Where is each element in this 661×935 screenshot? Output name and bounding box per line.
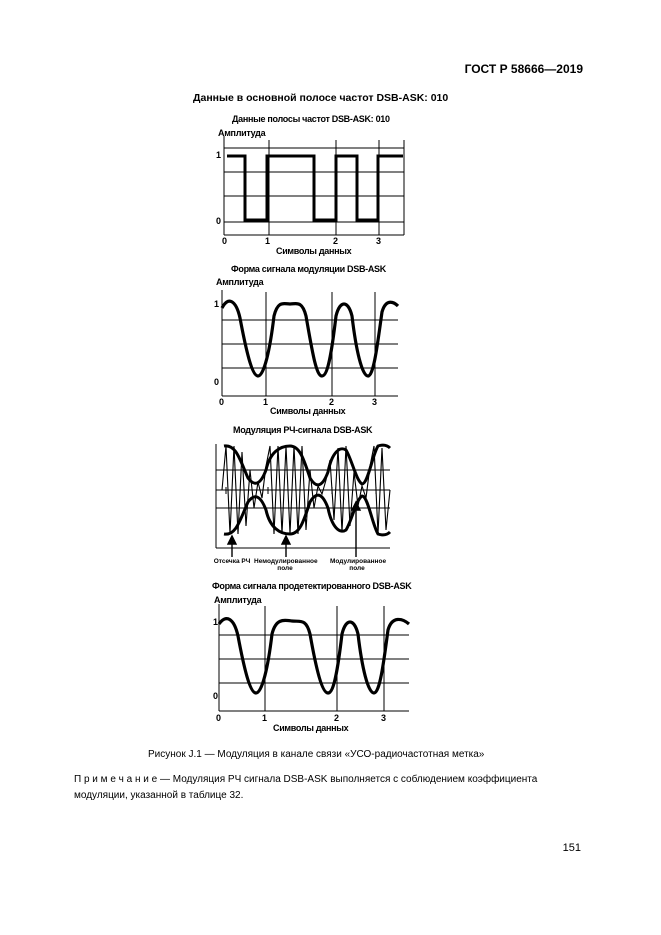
- panel2-xtick-0: 0: [219, 397, 225, 407]
- panel4-xlabel: Символы данных: [273, 723, 349, 733]
- panel2-modulation-wave: [222, 301, 398, 376]
- panel2-xlabel: Символы данных: [270, 406, 346, 416]
- panel4-ytick-1: 1: [213, 617, 219, 627]
- standard-header: ГОСТ Р 58666—2019: [464, 62, 583, 76]
- panel1-ylabel: Амплитуда: [218, 128, 266, 138]
- panel1-title: Данные полосы частот DSB-ASK: 010: [232, 114, 390, 124]
- panel1-ytick-0: 0: [216, 216, 222, 226]
- panel3-upper-envelope: [224, 445, 390, 485]
- panel1-xtick-0: 0: [222, 236, 228, 246]
- annotation-unmodulated-field: Немодулированное поле: [254, 558, 318, 572]
- panel4-title: Форма сигнала продетектированного DSB-ASK: [212, 581, 412, 591]
- panel2-xtick-2: 2: [329, 397, 335, 407]
- panel4-ytick-0: 0: [213, 691, 219, 701]
- figure-caption: Рисунок J.1 — Модуляция в канале связи «УСО-радиочастотная метка»: [148, 749, 485, 760]
- panel2-xtick-3: 3: [372, 397, 378, 407]
- panel4-xtick-1: 1: [262, 713, 268, 723]
- panel2-ytick-0: 0: [214, 377, 220, 387]
- figure-subtitle: Данные в основной полосе частот DSB-ASK: 010: [193, 92, 449, 104]
- panel3-lower-envelope: [224, 495, 390, 535]
- note-text: — Модуляция РЧ сигнала DSB-ASK выполняется с соблюдением коэффициента модуляции, указанной в таблице 32.: [74, 774, 538, 801]
- panel1-xtick-2: 2: [333, 236, 339, 246]
- panel4-xtick-3: 3: [381, 713, 387, 723]
- panel2-xtick-1: 1: [263, 397, 269, 407]
- panel1-xlabel: Символы данных: [276, 246, 352, 256]
- panel4-ylabel: Амплитуда: [214, 595, 262, 605]
- panel4-xtick-2: 2: [334, 713, 340, 723]
- panel1-ytick-1: 1: [216, 150, 222, 160]
- panel1-data-wave: [227, 156, 403, 220]
- panel1-xtick-3: 3: [376, 236, 382, 246]
- note-paragraph: [74, 772, 582, 804]
- note-prefix: П р и м е ч а н и е: [74, 774, 158, 785]
- panel1-xtick-1: 1: [265, 236, 271, 246]
- panel2-ytick-1: 1: [214, 299, 220, 309]
- panel3-title: Модуляция РЧ-сигнала DSB-ASK: [233, 425, 373, 435]
- annotation-modulated-field: Модулированное поле: [330, 558, 387, 572]
- page-number: 151: [562, 842, 581, 854]
- panel4-detected-wave: [219, 619, 409, 693]
- panel2-ylabel: Амплитуда: [216, 277, 264, 287]
- panel4-xtick-0: 0: [216, 713, 222, 723]
- annotation-rf-cutoff: Отсечка РЧ: [213, 558, 251, 565]
- panel2-title: Форма сигнала модуляции DSB-ASK: [231, 264, 386, 274]
